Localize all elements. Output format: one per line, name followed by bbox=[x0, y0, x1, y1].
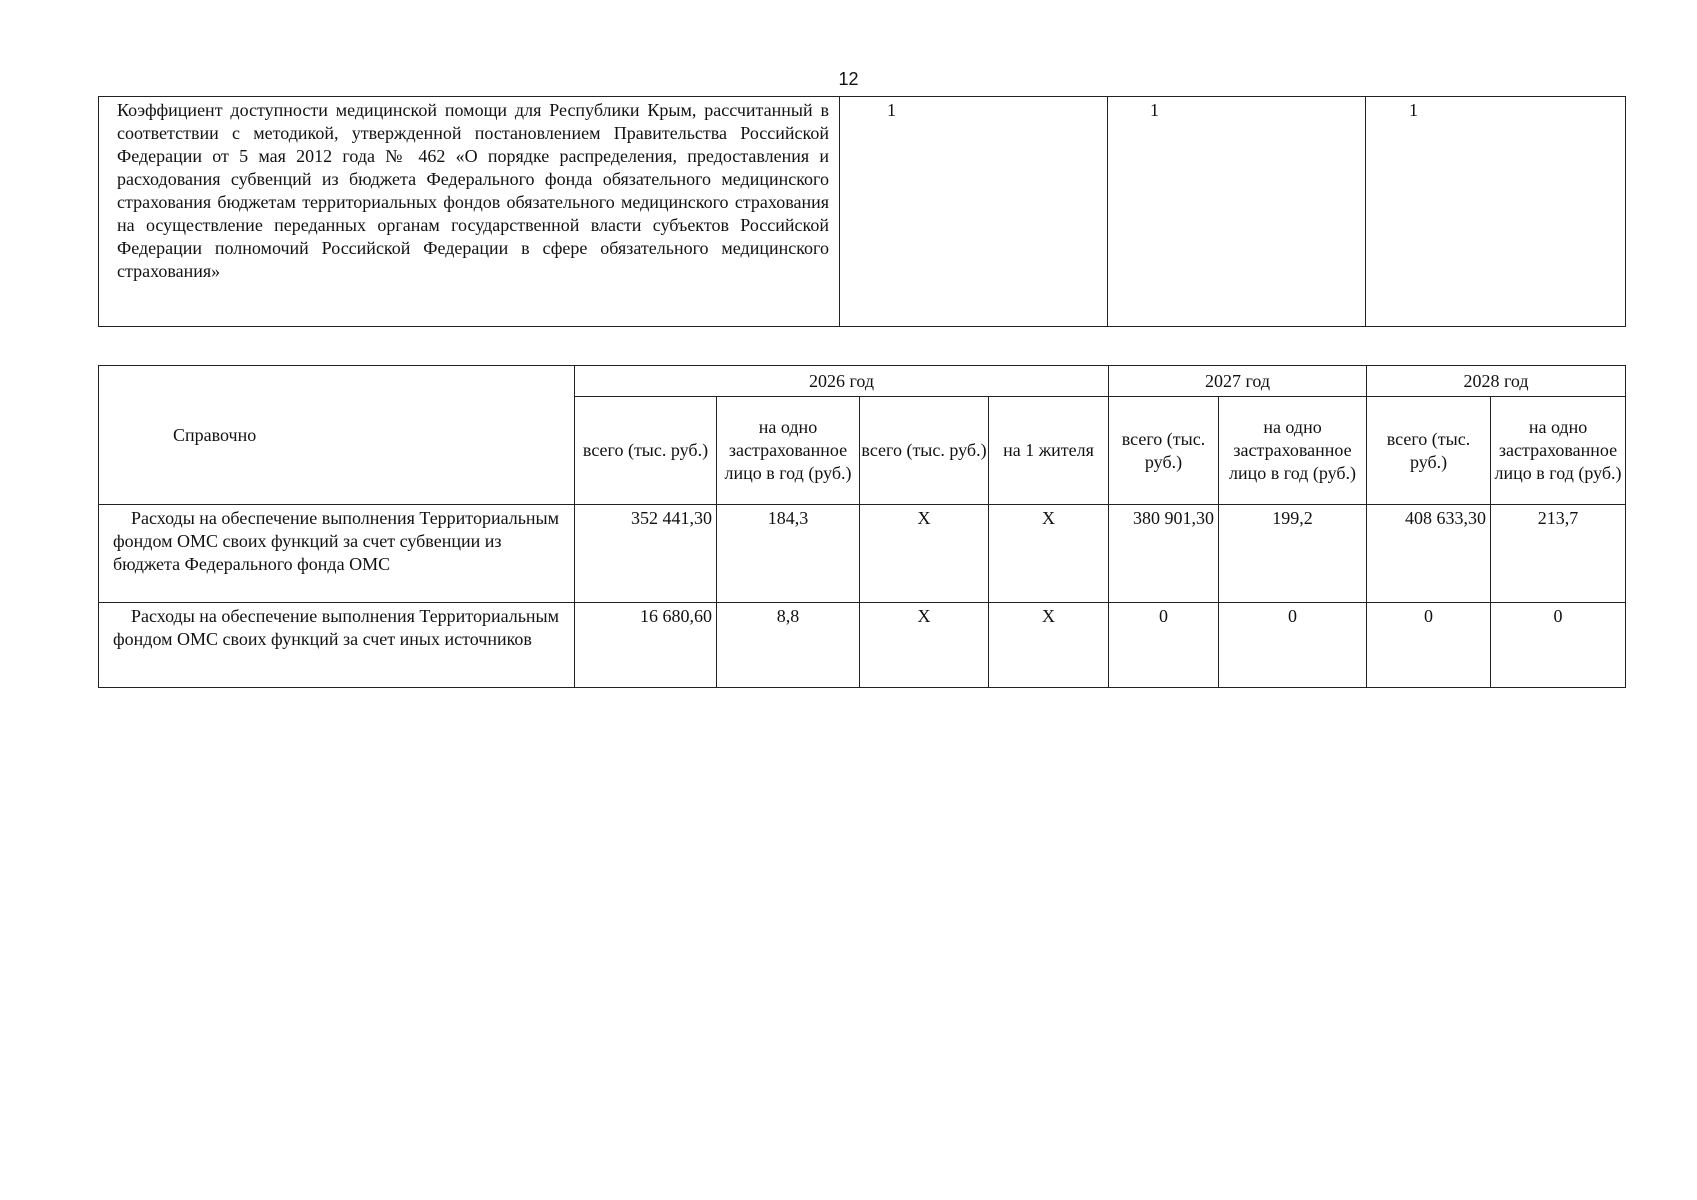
table-cell: 408 633,30 bbox=[1367, 505, 1491, 603]
column-header: всего (тыс. руб.) bbox=[1367, 397, 1491, 505]
table-row bbox=[99, 505, 1626, 603]
table-cell: X bbox=[989, 603, 1109, 688]
coefficient-value-2027: 1 bbox=[1108, 97, 1366, 327]
year-header-2028: 2028 год bbox=[1367, 366, 1626, 397]
coefficient-value-2028: 1 bbox=[1366, 97, 1626, 327]
column-header: на одно застрахованное лицо в год (руб.) bbox=[1491, 397, 1626, 505]
year-header-row bbox=[99, 366, 1626, 397]
table-cell: 0 bbox=[1219, 603, 1367, 688]
column-header: всего (тыс. руб.) bbox=[575, 397, 717, 505]
reference-expenses-table bbox=[98, 365, 1626, 688]
year-header-2026: 2026 год bbox=[575, 366, 1109, 397]
row-label: Расходы на обеспечение выполнения Территориальным фондом ОМС своих функций за счет иных источников bbox=[99, 603, 575, 688]
table-cell: 0 bbox=[1367, 603, 1491, 688]
corner-label: Справочно bbox=[99, 366, 575, 505]
table-cell: 8,8 bbox=[717, 603, 860, 688]
table-row bbox=[99, 97, 1626, 327]
table-cell: X bbox=[989, 505, 1109, 603]
column-header: всего (тыс. руб.) bbox=[1109, 397, 1219, 505]
row-label: Расходы на обеспечение выполнения Территориальным фондом ОМС своих функций за счет субвенции из бюджета Федерального фонда ОМС bbox=[99, 505, 575, 603]
availability-coefficient-table bbox=[98, 96, 1626, 327]
table-cell: 0 bbox=[1109, 603, 1219, 688]
coefficient-description: Коэффициент доступности медицинской помощи для Республики Крым, рассчитанный в соответствии с методикой, утвержденной постановлением Правительства Российской Федерации от 5 мая 2012 года № 462 «О порядке распределения, предоставления и расходования субвенций из бюджета Федерального фонда обязательного медицинского страхования бюджетам территориальных фондов обязательного медицинского страхования на осуществление переданных органам государственной власти субъектов Российской Федерации полномочий Российской Федерации в сфере обязательного медицинского страхования» bbox=[99, 97, 840, 327]
table-cell: 352 441,30 bbox=[575, 505, 717, 603]
table-cell: X bbox=[860, 603, 989, 688]
table-cell: 213,7 bbox=[1491, 505, 1626, 603]
column-header: на 1 жителя bbox=[989, 397, 1109, 505]
table-cell: 0 bbox=[1491, 603, 1626, 688]
table-cell: X bbox=[860, 505, 989, 603]
page-number: 12 bbox=[838, 69, 859, 89]
year-header-2027: 2027 год bbox=[1109, 366, 1367, 397]
table-cell: 199,2 bbox=[1219, 505, 1367, 603]
table-cell: 380 901,30 bbox=[1109, 505, 1219, 603]
column-header: на одно застрахованное лицо в год (руб.) bbox=[717, 397, 860, 505]
table-cell: 16 680,60 bbox=[575, 603, 717, 688]
table-cell: 184,3 bbox=[717, 505, 860, 603]
table-row bbox=[99, 603, 1626, 688]
column-header: всего (тыс. руб.) bbox=[860, 397, 989, 505]
coefficient-value-2026: 1 bbox=[840, 97, 1108, 327]
column-header: на одно застрахованное лицо в год (руб.) bbox=[1219, 397, 1367, 505]
